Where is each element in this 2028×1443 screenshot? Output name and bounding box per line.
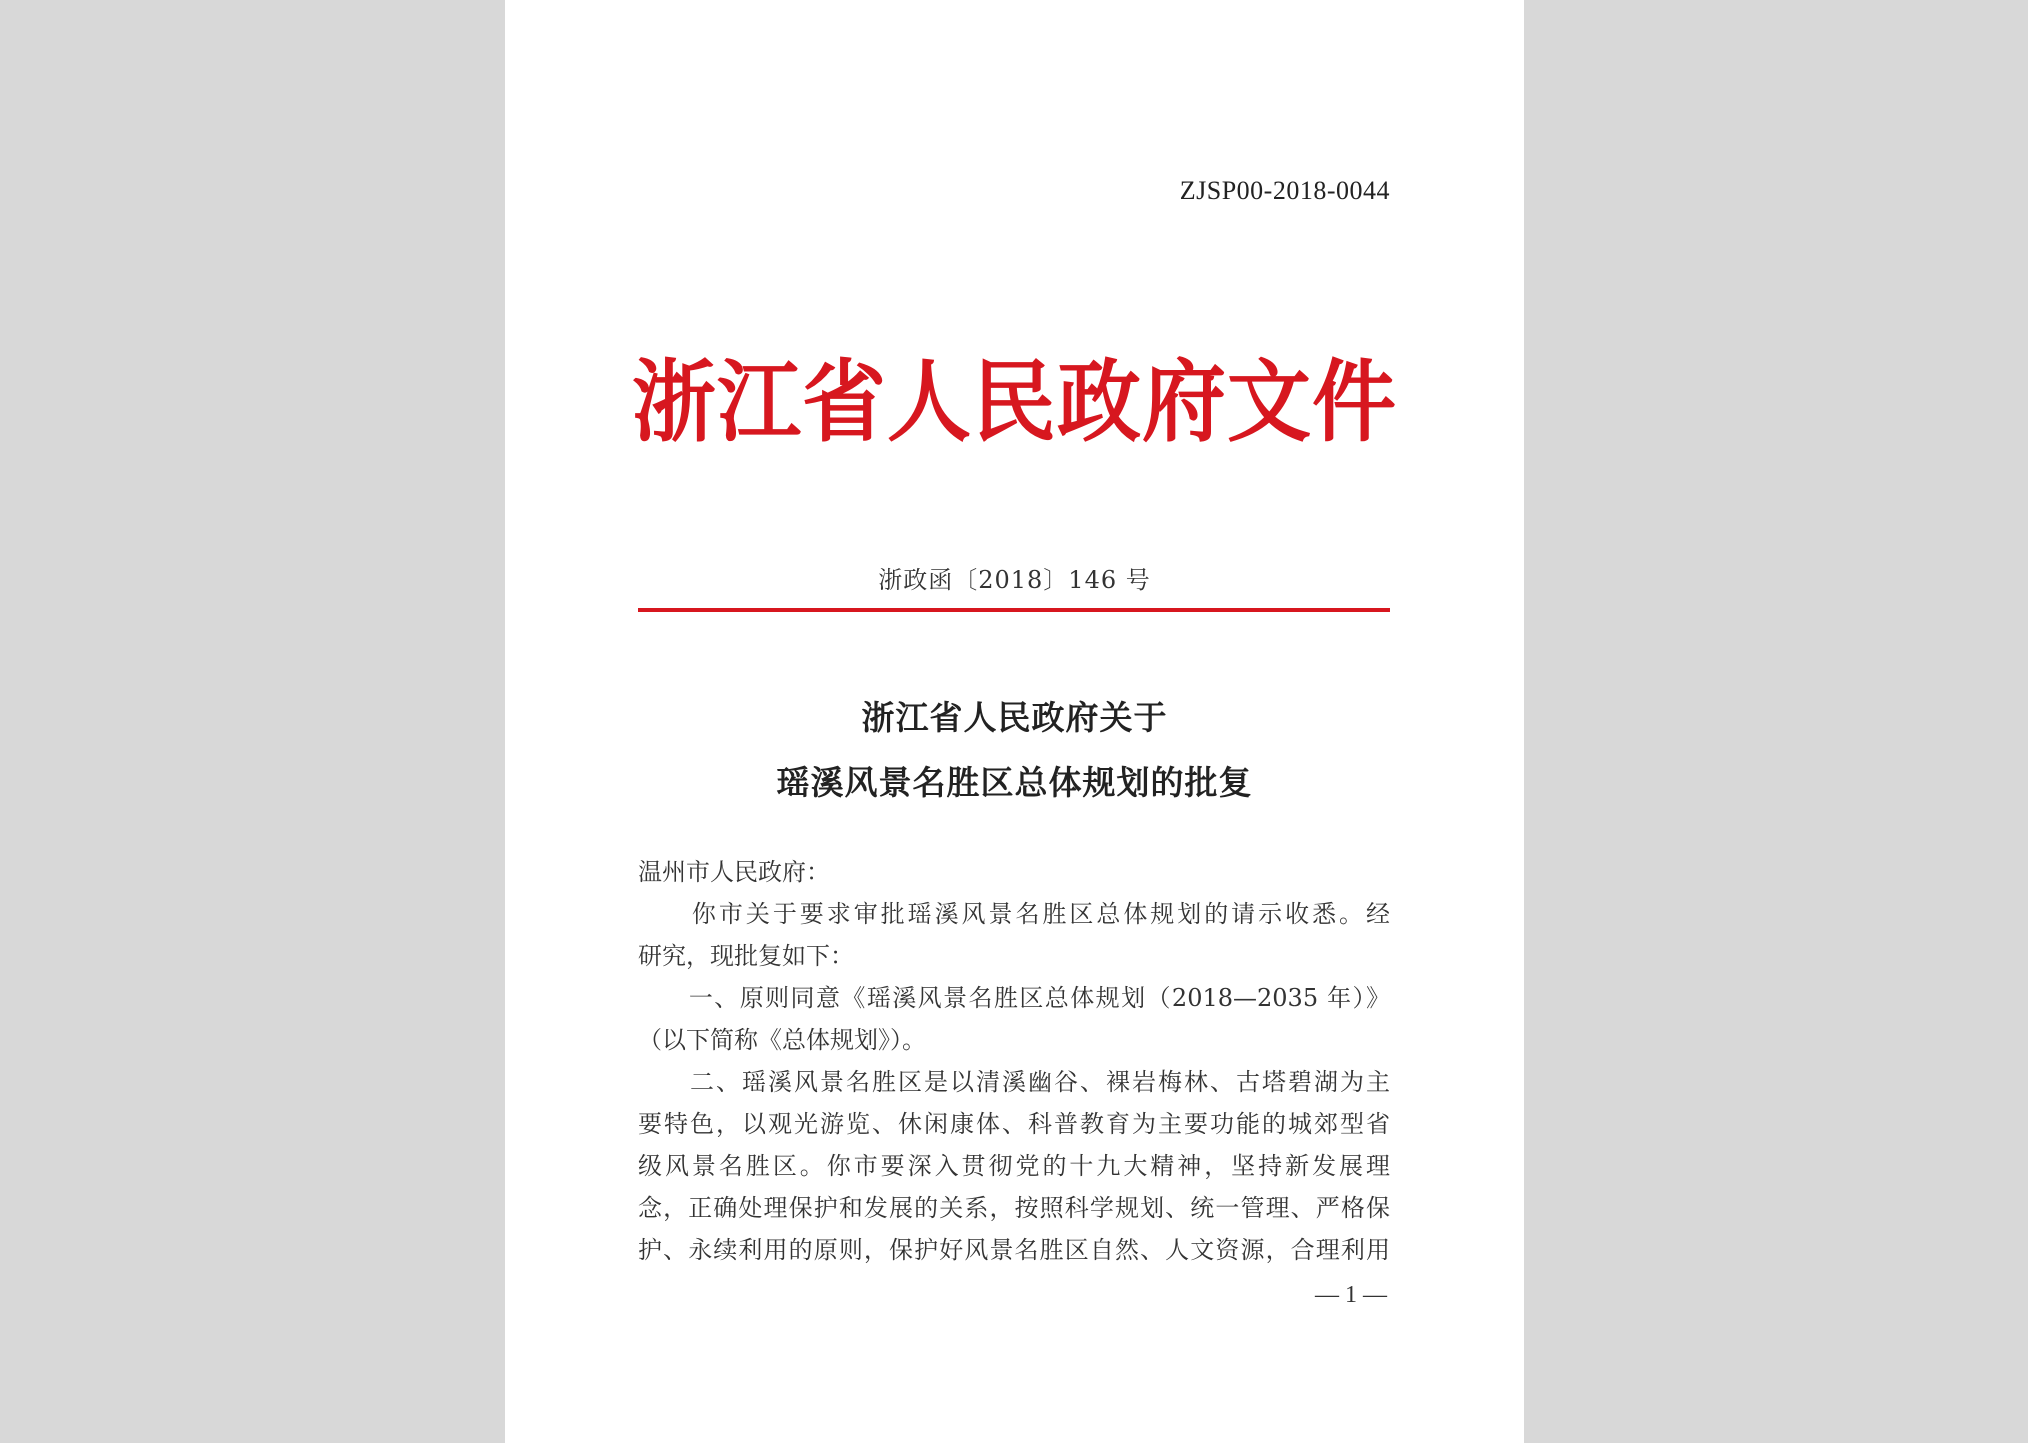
body-line: （以下简称《总体规划》）。 bbox=[638, 1026, 926, 1054]
recipient-line: 温州市人民政府： bbox=[638, 858, 830, 886]
red-divider bbox=[638, 608, 1390, 612]
issuer-heading: 浙江省人民政府文件 bbox=[631, 349, 1397, 455]
body-line: 二、瑶溪风景名胜区是以清溪幽谷、裸岩梅林、古塔碧湖为主 bbox=[638, 1068, 1390, 1096]
document-code: ZJSP00-2018-0044 bbox=[1179, 176, 1390, 205]
body-line: 要特色，以观光游览、休闲康体、科普教育为主要功能的城郊型省 bbox=[638, 1110, 1390, 1138]
document-page bbox=[505, 0, 1524, 1443]
page-number: — 1 — bbox=[1315, 1282, 1387, 1308]
document-title-line-2: 瑶溪风景名胜区总体规划的批复 bbox=[776, 763, 1253, 802]
body-line: 念，正确处理保护和发展的关系，按照科学规划、统一管理、严格保 bbox=[638, 1194, 1390, 1222]
body-line: 研究，现批复如下： bbox=[638, 942, 854, 970]
body-line: 你市关于要求审批瑶溪风景名胜区总体规划的请示收悉。经 bbox=[638, 900, 1390, 928]
body-line: 级风景名胜区。你市要深入贯彻党的十九大精神，坚持新发展理 bbox=[638, 1152, 1390, 1180]
body-line: 一、原则同意《瑶溪风景名胜区总体规划（2018—2035 年）》 bbox=[638, 984, 1390, 1012]
body-line: 护、永续利用的原则，保护好风景名胜区自然、人文资源，合理利用 bbox=[638, 1236, 1390, 1264]
document-number: 浙政函〔2018〕146 号 bbox=[878, 566, 1151, 594]
document-title-line-1: 浙江省人民政府关于 bbox=[861, 698, 1168, 737]
